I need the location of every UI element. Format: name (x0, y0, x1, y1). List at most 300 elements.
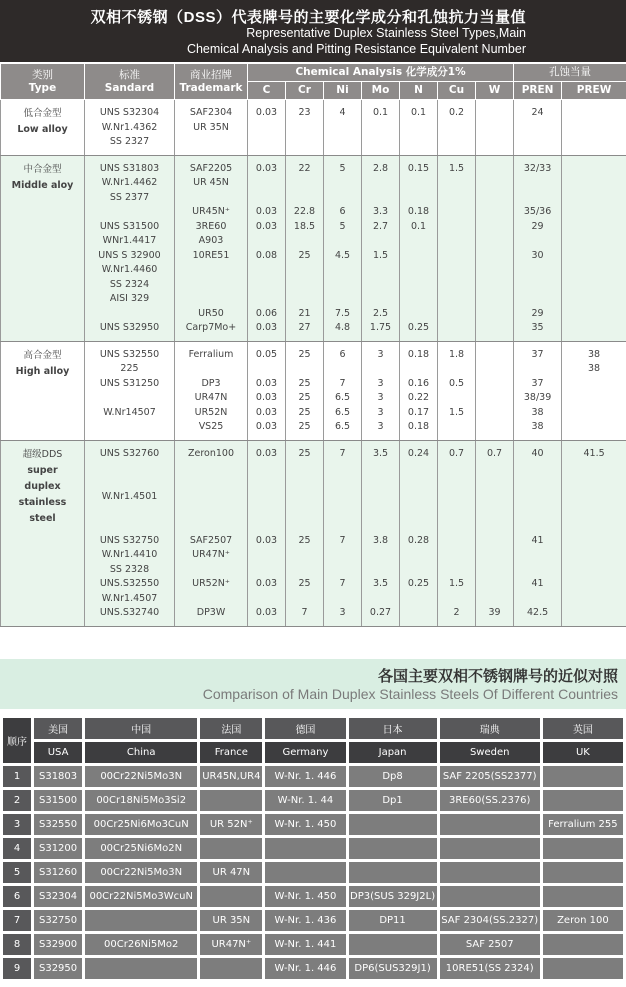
value-n (400, 362, 437, 377)
value-pren (514, 563, 561, 578)
value-ni (324, 548, 361, 563)
value-pren: 38/39 (523, 392, 552, 403)
country-uk-cn: 英国 (543, 718, 623, 739)
value-c: 0.03 (255, 578, 278, 589)
grade-cell (265, 862, 345, 883)
value-ni: 6 (339, 348, 346, 360)
cell-c (248, 341, 286, 440)
value-c: 0.03 (255, 322, 278, 333)
value-n: 0.25 (407, 322, 430, 333)
value-pren: 24 (531, 107, 544, 118)
country-sweden-en: Sweden (440, 742, 540, 763)
grade-cell: W-Nr. 1. 44 (265, 790, 345, 811)
grade-cell: 00Cr22Ni5Mo3N (85, 766, 197, 787)
value-cu: 1.8 (448, 348, 465, 360)
value-ni (324, 461, 361, 476)
value-standard: UNS S31250 (99, 377, 160, 389)
value-standard: W.Nr1.4362 (101, 121, 158, 133)
value-standard: UNS S 32900 (98, 249, 161, 261)
cell-trademark (175, 100, 248, 156)
value-pren (514, 191, 561, 206)
value-mo: 3 (377, 406, 384, 418)
value-cr: 18.5 (293, 220, 316, 232)
value-n: 0.18 (407, 206, 430, 217)
value-c: 0.03 (255, 447, 278, 459)
value-mo (362, 292, 399, 307)
value-cu (438, 391, 475, 406)
value-pren: 38 (531, 406, 544, 418)
value-w (476, 519, 513, 534)
value-w (476, 162, 513, 177)
value-cr (286, 592, 323, 607)
alloy-type-line: 低合金型 (23, 108, 62, 119)
cell-ni (324, 440, 362, 626)
type-header-en: Type (28, 81, 57, 94)
value-w (476, 592, 513, 607)
cell-pren (514, 341, 562, 440)
value-cr: 22 (298, 162, 311, 174)
value-ni: 7 (339, 534, 346, 546)
cell-cr (286, 100, 324, 156)
cell-c (248, 100, 286, 156)
value-mo (362, 519, 399, 534)
standard-header (85, 64, 175, 100)
cell-cu (438, 155, 476, 341)
grade-cell (543, 958, 623, 979)
value-ni: 6.5 (334, 406, 351, 418)
grade-cell (543, 790, 623, 811)
grade-cell: 00Cr22Ni5Mo3N (85, 862, 197, 883)
grade-cell: UR 35N (200, 910, 262, 931)
cell-pren (514, 440, 562, 626)
grade-cell (349, 838, 437, 859)
value-mo (362, 505, 399, 520)
comparison-row (3, 958, 623, 979)
value-w (476, 348, 513, 363)
value-cu (438, 420, 475, 435)
cell-cu (438, 100, 476, 156)
value-ni (324, 362, 361, 377)
alloy-type-cell (1, 100, 85, 156)
value-standard: UNS S32750 (99, 534, 160, 546)
grade-cell (265, 838, 345, 859)
value-cr (286, 292, 323, 307)
value-n: 0.1 (410, 107, 427, 118)
value-trademark: SAF2304 (189, 107, 233, 118)
grade-cell: 10RE51(SS 2324) (440, 958, 540, 979)
grade-cell (349, 934, 437, 955)
value-pren: 40 (531, 447, 544, 459)
value-mo (362, 362, 399, 377)
value-ni (324, 278, 361, 293)
grade-cell (200, 886, 262, 907)
value-trademark: SAF2507 (189, 534, 233, 546)
value-pren (514, 234, 561, 249)
value-standard: UNS S31803 (99, 162, 160, 174)
value-n (400, 592, 437, 607)
value-w: 39 (488, 607, 501, 618)
chemical-analysis-header: Chemical Analysis 化学成分1% (248, 64, 514, 82)
value-mo (362, 234, 399, 249)
cell-cu (438, 440, 476, 626)
value-trademark: UR 35N (193, 121, 229, 133)
grade-cell: W-Nr. 1. 450 (265, 814, 345, 835)
value-ni (324, 563, 361, 578)
value-pren (514, 292, 561, 307)
page-header (0, 0, 626, 62)
value-pren (514, 263, 561, 278)
grade-cell (440, 862, 540, 883)
value-trademark: Ferralium (188, 348, 234, 360)
value-trademark (175, 461, 247, 476)
country-usa-en: USA (34, 742, 82, 763)
value-c (248, 292, 285, 307)
value-c (248, 592, 285, 607)
value-cu (438, 592, 475, 607)
value-standard: WNr1.4417 (102, 235, 157, 246)
grade-cell: S31260 (34, 862, 82, 883)
value-c (248, 234, 285, 249)
value-ni: 6 (339, 206, 346, 217)
value-n (400, 292, 437, 307)
comparison-row (3, 838, 623, 859)
value-mo: 2.7 (372, 220, 389, 232)
grade-cell: SAF 2507 (440, 934, 540, 955)
value-c (248, 476, 285, 491)
country-china-en: China (85, 742, 197, 763)
value-mo: 3 (377, 421, 384, 432)
value-trademark: 10RE51 (192, 249, 230, 261)
cell-standard (85, 100, 175, 156)
value-standard (85, 519, 174, 534)
cell-ni (324, 100, 362, 156)
cell-standard (85, 155, 175, 341)
comparison-header (0, 659, 626, 709)
value-cu: 0.2 (448, 107, 465, 118)
value-trademark (175, 263, 247, 278)
grade-cell (543, 838, 623, 859)
value-cr (286, 490, 323, 505)
value-cr: 25 (298, 249, 311, 261)
value-c: 0.08 (255, 249, 278, 261)
value-trademark: Carp7Mo+ (185, 322, 237, 333)
value-c (248, 548, 285, 563)
value-mo (362, 548, 399, 563)
comparison-row (3, 886, 623, 907)
grade-cell: W-Nr. 1. 446 (265, 958, 345, 979)
value-mo: 2.8 (372, 162, 389, 174)
value-mo (362, 563, 399, 578)
grade-cell: UR 47N (200, 862, 262, 883)
value-trademark (175, 292, 247, 307)
value-cu: 2 (453, 607, 460, 618)
value-mo (362, 278, 399, 293)
value-pren: 32/33 (523, 162, 552, 174)
value-cu (438, 563, 475, 578)
value-pren: 41 (531, 534, 544, 546)
value-n (400, 234, 437, 249)
country-germany-cn: 德国 (265, 718, 345, 739)
value-n: 0.16 (407, 377, 430, 389)
cell-mo (362, 440, 400, 626)
value-standard: SS 2377 (109, 191, 150, 203)
value-mo (362, 461, 399, 476)
value-c (248, 191, 285, 206)
value-c (248, 278, 285, 293)
value-ni: 7 (339, 447, 346, 459)
cell-ni (324, 155, 362, 341)
cell-prew (562, 100, 626, 156)
value-ni (324, 519, 361, 534)
grade-cell (440, 886, 540, 907)
value-trademark (175, 476, 247, 491)
cell-n (400, 155, 438, 341)
value-cu (438, 505, 475, 520)
value-trademark: DP3 (201, 377, 221, 389)
grade-cell: 00Cr22Ni5Mo3WcuN (85, 886, 197, 907)
value-cr (286, 461, 323, 476)
value-cr: 25 (298, 534, 311, 546)
cell-standard (85, 440, 175, 626)
value-standard: UNS S32304 (99, 107, 160, 118)
value-cr: 25 (298, 392, 311, 403)
value-c: 0.06 (255, 307, 278, 319)
value-cr: 25 (298, 377, 311, 389)
value-w (476, 505, 513, 520)
value-cr (286, 278, 323, 293)
value-mo (362, 592, 399, 607)
value-ni: 4.8 (334, 322, 351, 333)
value-cu (438, 490, 475, 505)
grade-cell: 00Cr25Ni6Mo2N (85, 838, 197, 859)
country-japan-cn: 日本 (349, 718, 437, 739)
pitting-header: 孔蚀当量 (514, 64, 626, 82)
value-pren: 41 (531, 578, 544, 589)
value-trademark: UR 45N (193, 177, 229, 188)
value-prew (562, 106, 626, 121)
row-number: 1 (3, 766, 31, 787)
grade-cell: DP6(SUS329J1) (349, 958, 437, 979)
cell-c (248, 155, 286, 341)
value-mo (362, 490, 399, 505)
order-header: 顺序 (3, 718, 31, 763)
value-pren: 35 (531, 322, 544, 333)
cell-n (400, 100, 438, 156)
value-mo: 3.8 (372, 534, 389, 546)
cell-trademark (175, 155, 248, 341)
cell-ni (324, 341, 362, 440)
grade-cell: S32900 (34, 934, 82, 955)
country-china-cn: 中国 (85, 718, 197, 739)
value-mo: 3.5 (372, 578, 389, 589)
alloy-group-row (1, 155, 626, 341)
value-cr: 27 (298, 322, 311, 333)
grade-cell (349, 862, 437, 883)
value-n: 0.22 (407, 392, 430, 403)
country-uk-en: UK (543, 742, 623, 763)
value-ni (324, 505, 361, 520)
value-prew: 38 (588, 348, 601, 360)
value-trademark: UR52N (194, 406, 228, 418)
value-mo: 1.5 (372, 249, 389, 261)
value-n (400, 505, 437, 520)
grade-cell: S32304 (34, 886, 82, 907)
value-ni: 4 (339, 107, 346, 118)
value-standard: W.Nr1.4462 (101, 177, 158, 188)
value-ni (324, 263, 361, 278)
value-cr: 7 (301, 607, 308, 618)
value-standard: UNS S32550 (99, 348, 160, 360)
value-n: 0.18 (407, 348, 430, 360)
value-c (248, 563, 285, 578)
value-trademark (175, 278, 247, 293)
value-mo: 0.27 (369, 607, 392, 618)
value-pren (514, 362, 561, 377)
cell-w (476, 341, 514, 440)
value-mo: 3.3 (372, 206, 389, 217)
cell-prew (562, 440, 626, 626)
value-cu: 0.5 (448, 377, 465, 389)
cell-n (400, 440, 438, 626)
value-cr (286, 234, 323, 249)
value-standard: W.Nr1.4507 (101, 592, 158, 604)
value-pren: 42.5 (526, 607, 549, 618)
grade-cell (440, 838, 540, 859)
title-english-line2: Chemical Analysis and Pitting Resistance Equivalent Number (186, 42, 526, 56)
grade-cell: S31500 (34, 790, 82, 811)
value-pren: 35/36 (523, 206, 552, 217)
value-n: 0.25 (407, 578, 430, 589)
alloy-group-row (1, 100, 626, 156)
comparison-row (3, 934, 623, 955)
value-ni: 7.5 (334, 307, 351, 319)
col-c: C (248, 82, 286, 100)
value-pren (514, 519, 561, 534)
value-mo: 3 (377, 348, 384, 360)
value-c (248, 263, 285, 278)
cell-w (476, 440, 514, 626)
value-c (248, 505, 285, 520)
value-cu (438, 362, 475, 377)
value-pren: 37 (531, 348, 544, 360)
value-pren (514, 505, 561, 520)
value-pren: 30 (531, 249, 544, 261)
col-prew: PREW (562, 82, 626, 100)
value-c: 0.03 (255, 392, 278, 403)
value-cr: 25 (298, 421, 311, 432)
value-ni (324, 234, 361, 249)
col-mo: Mo (362, 82, 400, 100)
value-mo: 3 (377, 377, 384, 389)
grade-cell (200, 790, 262, 811)
col-cu: Cu (438, 82, 476, 100)
alloy-type-line: 高合金型 (23, 349, 62, 361)
value-ni (324, 176, 361, 191)
value-c: 0.03 (255, 534, 278, 546)
value-mo: 3 (377, 392, 384, 403)
grade-cell (349, 814, 437, 835)
grade-cell: UR 52N⁺ (200, 814, 262, 835)
row-number: 9 (3, 958, 31, 979)
alloy-type-line: High alloy (15, 365, 70, 377)
value-pren: 37 (531, 377, 544, 389)
value-trademark (175, 505, 247, 520)
grade-cell: W-Nr. 1. 446 (265, 766, 345, 787)
value-pren: 38 (531, 421, 544, 432)
value-standard (85, 205, 174, 220)
value-w (476, 461, 513, 476)
value-cu: 0.7 (448, 447, 465, 459)
value-trademark: UR47N (194, 392, 228, 403)
value-w (476, 534, 513, 549)
grade-cell: W-Nr. 1. 436 (265, 910, 345, 931)
country-usa-cn: 美国 (34, 718, 82, 739)
value-standard: UNS S32950 (99, 322, 160, 333)
comparison-row (3, 766, 623, 787)
grade-cell (85, 958, 197, 979)
value-c: 0.03 (255, 421, 278, 432)
value-w (476, 476, 513, 491)
grade-cell: 3RE60(SS.2376) (440, 790, 540, 811)
value-cu (438, 461, 475, 476)
alloy-type-line: 超级DDS (22, 448, 63, 460)
value-standard: UNS.S32740 (99, 607, 160, 618)
grade-cell: S32950 (34, 958, 82, 979)
grade-cell: Dp1 (349, 790, 437, 811)
value-cu (438, 548, 475, 563)
value-ni: 7 (339, 578, 346, 589)
comparison-title-chinese: 各国主要双相不锈钢牌号的近似对照 (377, 668, 618, 685)
alloy-type-cell (1, 440, 85, 626)
value-cr: 21 (298, 307, 311, 319)
comparison-row (3, 910, 623, 931)
trademark-header-cn: 商业招牌 (190, 68, 232, 81)
row-number: 7 (3, 910, 31, 931)
value-standard: 225 (120, 363, 139, 374)
comparison-table (0, 715, 626, 982)
value-cr (286, 476, 323, 491)
value-n (400, 490, 437, 505)
value-standard: W.Nr1.4460 (101, 264, 158, 275)
country-france-cn: 法国 (200, 718, 262, 739)
grade-cell (200, 838, 262, 859)
value-mo: 0.1 (372, 107, 389, 118)
value-n: 0.15 (407, 162, 430, 174)
value-ni: 4.5 (334, 249, 351, 261)
cell-cu (438, 341, 476, 440)
alloy-type-line: Low alloy (17, 124, 68, 135)
grade-cell (543, 934, 623, 955)
value-n (400, 176, 437, 191)
grade-cell: Ferralium 255 (543, 814, 623, 835)
grade-cell (543, 862, 623, 883)
value-mo: 2.5 (372, 307, 389, 319)
value-ni: 6.5 (334, 421, 351, 432)
value-c: 0.03 (255, 377, 278, 389)
value-n: 0.28 (407, 534, 430, 546)
value-cr (286, 263, 323, 278)
cell-pren (514, 100, 562, 156)
value-mo: 3.5 (372, 447, 389, 459)
cell-cr (286, 341, 324, 440)
value-prew (562, 162, 626, 177)
value-c (248, 461, 285, 476)
standard-header-en: Sandard (104, 81, 155, 94)
value-cr (286, 548, 323, 563)
value-mo (362, 191, 399, 206)
value-w (476, 490, 513, 505)
grade-cell: S31200 (34, 838, 82, 859)
